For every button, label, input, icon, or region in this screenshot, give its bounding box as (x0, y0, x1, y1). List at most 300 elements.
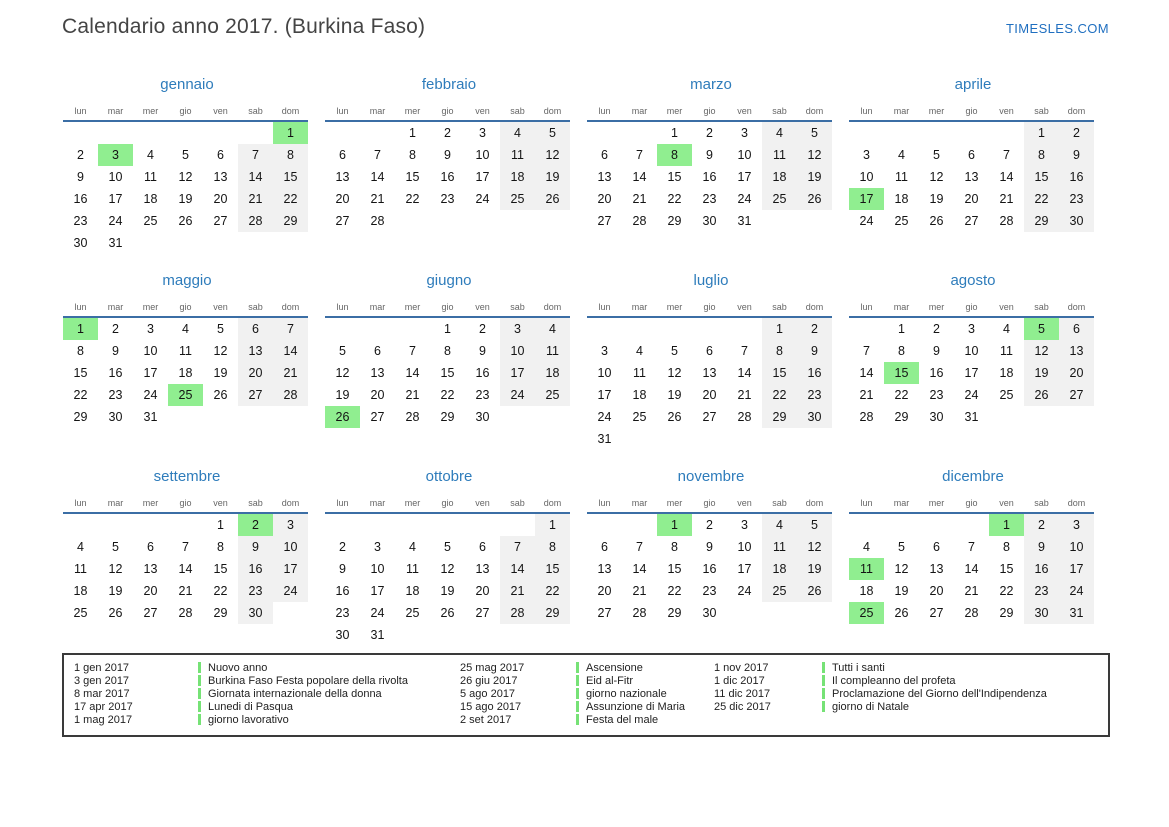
weekday-header: ven (465, 102, 500, 121)
calendar-day: 8 (217, 540, 224, 554)
weekday-header: sab (1024, 298, 1059, 317)
calendar-day: 16 (475, 366, 490, 380)
calendar-day-empty (168, 232, 203, 254)
calendar-day: 9 (112, 344, 119, 358)
weekday-header: sab (1024, 494, 1059, 513)
legend-label: Festa del male (586, 713, 659, 726)
calendar-day: 16 (929, 366, 944, 380)
legend-item (714, 661, 1094, 674)
calendar-day: 31 (143, 410, 158, 424)
weekday-header: lun (325, 298, 360, 317)
calendar-day: 13 (597, 170, 612, 184)
calendar-day: 4 (863, 540, 870, 554)
calendar-day: 5 (797, 121, 832, 144)
calendar-day-empty (535, 406, 570, 428)
calendar-day: 19 (929, 192, 944, 206)
calendar-day: 12 (178, 170, 193, 184)
calendar-day: 6 (374, 344, 381, 358)
calendar-day: 1 (217, 518, 224, 532)
calendar-day-empty (133, 513, 168, 536)
calendar-day: 24 (108, 214, 123, 228)
calendar-day: 15 (273, 166, 308, 188)
calendar-day: 23 (440, 192, 455, 206)
calendar-day: 15 (762, 362, 797, 384)
calendar-day-empty (587, 513, 622, 536)
calendar-day: 2 (797, 317, 832, 340)
calendar-day: 13 (702, 366, 717, 380)
weekday-header: ven (727, 102, 762, 121)
calendar-day: 18 (859, 584, 874, 598)
month-table (587, 298, 832, 450)
calendar-day: 7 (636, 540, 643, 554)
calendar-day-empty (797, 428, 832, 450)
calendar-day: 23 (702, 584, 717, 598)
weekday-header: lun (63, 102, 98, 121)
calendar-day: 14 (632, 170, 647, 184)
calendar-day: 9 (238, 536, 273, 558)
holiday-marker-icon (576, 688, 579, 699)
weekday-header: mar (98, 494, 133, 513)
calendar-day: 2 (77, 148, 84, 162)
weekday-header: ven (989, 494, 1024, 513)
legend-date: 8 mar 2017 (74, 687, 130, 700)
calendar-day: 4 (636, 344, 643, 358)
calendar-day: 12 (213, 344, 228, 358)
calendar-day: 10 (500, 340, 535, 362)
calendar-day: 28 (999, 214, 1014, 228)
calendar-day: 4 (77, 540, 84, 554)
calendar-day-empty (63, 513, 98, 536)
calendar-day-empty (360, 317, 395, 340)
calendar-day-empty (238, 121, 273, 144)
calendar-day: 16 (440, 170, 455, 184)
calendar-day: 20 (597, 584, 612, 598)
calendar-day: 23 (475, 388, 490, 402)
calendar-day: 11 (179, 344, 192, 358)
month-title: dicembre (942, 468, 1004, 485)
calendar-day: 24 (1059, 580, 1094, 602)
calendar-day: 24 (737, 584, 752, 598)
calendar-day: 23 (797, 384, 832, 406)
calendar-day: 19 (440, 584, 455, 598)
calendar-day: 5 (535, 121, 570, 144)
calendar-day: 10 (273, 536, 308, 558)
calendar-day-empty (63, 121, 98, 144)
weekday-header: gio (430, 494, 465, 513)
legend-label: Eid al-Fitr (586, 674, 634, 687)
calendar-day: 7 (741, 344, 748, 358)
weekday-header: mar (884, 494, 919, 513)
calendar-day: 2 (1059, 121, 1094, 144)
calendar-day: 22 (440, 388, 455, 402)
legend-item (74, 713, 460, 726)
calendar-day: 24 (964, 388, 979, 402)
calendar-day: 30 (1024, 602, 1059, 624)
holiday-marker-icon (198, 662, 201, 673)
calendar-day: 23 (702, 192, 717, 206)
weekday-header: dom (797, 494, 832, 513)
calendar-day: 30 (797, 406, 832, 428)
calendar-day: 23 (335, 606, 350, 620)
calendar-day: 17 (370, 584, 385, 598)
calendar-day: 14 (999, 170, 1014, 184)
weekday-header: gio (954, 298, 989, 317)
calendar-day-empty (657, 317, 692, 340)
calendar-day: 24 (273, 580, 308, 602)
calendar-day: 11 (1000, 344, 1013, 358)
legend-date: 17 apr 2017 (74, 700, 133, 713)
calendar-day: 22 (667, 584, 682, 598)
calendar-day: 8 (898, 344, 905, 358)
calendar-day: 23 (108, 388, 123, 402)
calendar-day: 18 (143, 192, 158, 206)
weekday-header: ven (727, 298, 762, 317)
calendar-day: 11 (406, 562, 419, 576)
calendar-day: 29 (1024, 210, 1059, 232)
calendar-day: 23 (929, 388, 944, 402)
calendar-day: 10 (475, 148, 490, 162)
calendar-day-holiday: 8 (657, 144, 692, 166)
calendar-day-empty (954, 121, 989, 144)
calendar-day: 6 (479, 540, 486, 554)
calendar-day: 24 (143, 388, 158, 402)
calendar-day: 1 (409, 126, 416, 140)
calendar-day: 14 (500, 558, 535, 580)
calendar-day: 9 (1024, 536, 1059, 558)
calendar-day-empty (465, 513, 500, 536)
calendar-day: 19 (535, 166, 570, 188)
calendar-day: 29 (73, 410, 88, 424)
calendar-day: 8 (762, 340, 797, 362)
calendar-day: 18 (632, 388, 647, 402)
calendar-day-empty (622, 121, 657, 144)
calendar-day: 2 (933, 322, 940, 336)
calendar-day: 8 (409, 148, 416, 162)
calendar-day: 3 (863, 148, 870, 162)
legend-date: 15 ago 2017 (460, 700, 522, 713)
calendar-day-empty (238, 406, 273, 428)
legend-box (62, 653, 1110, 737)
calendar-day: 4 (762, 513, 797, 536)
calendar-day: 22 (73, 388, 88, 402)
legend-columns (74, 661, 1108, 726)
weekday-header: dom (535, 102, 570, 121)
calendar-day-empty (203, 406, 238, 428)
calendar-day: 15 (1024, 166, 1059, 188)
calendar-day-empty (500, 513, 535, 536)
calendar-day: 3 (601, 344, 608, 358)
calendar-day: 13 (597, 562, 612, 576)
calendar-day: 9 (444, 148, 451, 162)
calendar-day: 28 (178, 606, 193, 620)
weekday-header: gio (430, 298, 465, 317)
calendar-day: 13 (370, 366, 385, 380)
legend-date: 25 dic 2017 (714, 700, 771, 713)
calendar-day-empty (692, 317, 727, 340)
calendar-day-holiday: 11 (849, 558, 884, 580)
calendar-day: 22 (535, 580, 570, 602)
calendar-day-empty (133, 121, 168, 144)
calendar-day: 26 (213, 388, 228, 402)
calendar-day: 18 (73, 584, 88, 598)
calendar-day: 17 (273, 558, 308, 580)
weekday-header: mer (657, 298, 692, 317)
weekday-header: lun (325, 494, 360, 513)
calendar-day: 7 (273, 317, 308, 340)
calendar-day: 17 (143, 366, 158, 380)
calendar-day: 31 (737, 214, 752, 228)
calendar-day: 7 (968, 540, 975, 554)
calendar-day: 18 (535, 362, 570, 384)
calendar-day: 28 (632, 214, 647, 228)
calendar-day: 9 (1059, 144, 1094, 166)
calendar-day: 22 (1024, 188, 1059, 210)
calendar-day: 13 (238, 340, 273, 362)
calendar-day: 19 (335, 388, 350, 402)
calendar-day: 12 (797, 536, 832, 558)
legend-date: 1 dic 2017 (714, 674, 765, 687)
month-table (325, 298, 570, 428)
calendar-day: 26 (667, 410, 682, 424)
calendar-day: 30 (335, 628, 350, 642)
month-title: luglio (693, 272, 729, 289)
weekday-header: ven (203, 298, 238, 317)
weekday-header: lun (587, 494, 622, 513)
calendar-day: 6 (217, 148, 224, 162)
calendar-day: 5 (797, 513, 832, 536)
legend-label: Nuovo anno (208, 661, 268, 674)
weekday-header: dom (273, 298, 308, 317)
calendar-day: 18 (405, 584, 420, 598)
calendar-day: 12 (797, 144, 832, 166)
weekday-header: dom (1059, 102, 1094, 121)
calendar-day: 19 (178, 192, 193, 206)
calendar-day-holiday: 2 (238, 513, 273, 536)
calendar-day: 1 (1024, 121, 1059, 144)
weekday-header: mer (395, 298, 430, 317)
calendar-day: 31 (964, 410, 979, 424)
calendar-day: 22 (999, 584, 1014, 598)
month-calendar-ottobre (324, 467, 574, 646)
calendar-day: 12 (335, 366, 350, 380)
calendar-day: 12 (108, 562, 123, 576)
calendar-day: 28 (500, 602, 535, 624)
calendar-day: 6 (339, 148, 346, 162)
calendar-day: 27 (702, 410, 717, 424)
calendar-day: 8 (671, 540, 678, 554)
site-link[interactable]: TIMESLES.COM (1005, 21, 1109, 36)
legend-label: Proclamazione del Giorno dell'Indipendenza (832, 687, 1047, 700)
calendar-day: 20 (929, 584, 944, 598)
calendar-day-empty (500, 624, 535, 646)
calendar-day-empty (273, 602, 308, 624)
weekday-header: sab (238, 494, 273, 513)
calendar-day: 14 (370, 170, 385, 184)
weekday-header: mar (622, 494, 657, 513)
weekday-header: ven (989, 298, 1024, 317)
calendar-day-holiday: 25 (168, 384, 203, 406)
calendar-day: 23 (1059, 188, 1094, 210)
calendar-day: 28 (859, 410, 874, 424)
weekday-header: mer (657, 494, 692, 513)
month-table (587, 494, 832, 624)
weekday-header: mer (133, 298, 168, 317)
calendar-day: 20 (1059, 362, 1094, 384)
calendar-day: 30 (702, 214, 717, 228)
legend-label: giorno lavorativo (208, 713, 289, 726)
weekday-header: sab (238, 102, 273, 121)
calendar-day-holiday: 5 (1024, 317, 1059, 340)
calendar-day: 28 (370, 214, 385, 228)
calendar-day: 28 (964, 606, 979, 620)
calendar-day: 8 (535, 536, 570, 558)
calendar-day: 20 (143, 584, 158, 598)
legend-item (74, 661, 460, 674)
calendar-day-empty (430, 210, 465, 232)
weekday-header: mar (884, 102, 919, 121)
weekday-header: sab (762, 102, 797, 121)
calendar-day-empty (989, 121, 1024, 144)
weekday-header: ven (203, 494, 238, 513)
weekday-header: mer (657, 102, 692, 121)
month-calendar-dicembre (848, 467, 1098, 646)
calendar-day: 9 (933, 344, 940, 358)
calendar-day-empty (692, 428, 727, 450)
calendar-day-holiday: 17 (849, 188, 884, 210)
weekday-header: mar (360, 298, 395, 317)
calendar-day-empty (622, 317, 657, 340)
calendar-day: 4 (409, 540, 416, 554)
calendar-day: 25 (143, 214, 158, 228)
weekday-header: lun (849, 494, 884, 513)
calendar-day: 31 (597, 432, 612, 446)
calendar-day: 29 (762, 406, 797, 428)
calendar-day: 6 (968, 148, 975, 162)
calendar-day-empty (587, 317, 622, 340)
calendar-day-empty (395, 513, 430, 536)
calendar-day: 30 (702, 606, 717, 620)
calendar-day: 21 (737, 388, 752, 402)
calendar-day: 17 (737, 170, 752, 184)
month-table (849, 298, 1094, 428)
calendar-day-empty (849, 317, 884, 340)
calendar-day: 18 (762, 166, 797, 188)
calendar-day-empty (360, 121, 395, 144)
weekday-header: gio (168, 298, 203, 317)
calendar-day-holiday: 1 (989, 513, 1024, 536)
calendar-day: 5 (112, 540, 119, 554)
calendar-day: 27 (597, 214, 612, 228)
calendar-day: 6 (706, 344, 713, 358)
weekday-header: ven (465, 494, 500, 513)
calendar-day: 25 (632, 410, 647, 424)
calendar-day: 17 (597, 388, 612, 402)
weekday-header: mar (98, 298, 133, 317)
calendar-day: 15 (405, 170, 420, 184)
calendar-day-empty (500, 406, 535, 428)
calendar-day: 6 (1059, 317, 1094, 340)
calendar-day: 20 (370, 388, 385, 402)
calendar-day: 3 (374, 540, 381, 554)
calendar-day: 21 (370, 192, 385, 206)
month-calendar-settembre (62, 467, 312, 646)
month-table (325, 494, 570, 646)
weekday-header: ven (465, 298, 500, 317)
calendar-day-empty (1059, 406, 1094, 428)
calendar-day-empty (98, 121, 133, 144)
legend-item (460, 687, 714, 700)
weekday-header: mer (133, 102, 168, 121)
month-title: maggio (162, 272, 212, 289)
legend-item (74, 700, 460, 713)
calendar-day: 7 (374, 148, 381, 162)
month-calendar-gennaio (62, 75, 312, 271)
calendar-day: 13 (1059, 340, 1094, 362)
weekday-header: lun (63, 494, 98, 513)
holiday-marker-icon (198, 701, 201, 712)
calendar-day: 3 (273, 513, 308, 536)
calendar-day: 16 (1059, 166, 1094, 188)
calendar-day: 25 (73, 606, 88, 620)
calendar-day: 10 (108, 170, 123, 184)
legend-date: 1 gen 2017 (74, 661, 130, 674)
calendar-day: 24 (475, 192, 490, 206)
weekday-header: sab (238, 298, 273, 317)
legend-label: Tutti i santi (832, 661, 885, 674)
weekday-header: lun (63, 298, 98, 317)
legend-item (460, 713, 714, 726)
calendar-day-empty (465, 210, 500, 232)
weekday-header: gio (430, 102, 465, 121)
month-table (63, 298, 308, 428)
calendar-day: 5 (671, 344, 678, 358)
calendar-day: 15 (535, 558, 570, 580)
legend-label: giorno di Natale (832, 700, 910, 713)
weekday-header: sab (1024, 102, 1059, 121)
calendar-day: 2 (339, 540, 346, 554)
legend-item (460, 700, 714, 713)
weekday-header: gio (692, 102, 727, 121)
calendar-day: 26 (797, 580, 832, 602)
calendar-day: 3 (500, 317, 535, 340)
holiday-marker-icon (576, 701, 579, 712)
weekday-header: mar (98, 102, 133, 121)
calendar-day-empty (657, 428, 692, 450)
calendar-day: 26 (1024, 384, 1059, 406)
calendar-day: 26 (108, 606, 123, 620)
weekday-header: mer (133, 494, 168, 513)
calendar-day-empty (273, 232, 308, 254)
calendar-day: 13 (929, 562, 944, 576)
legend-label: Lunedi di Pasqua (208, 700, 294, 713)
calendar-day: 23 (1024, 580, 1059, 602)
weekday-header: gio (168, 102, 203, 121)
calendar-day: 14 (632, 562, 647, 576)
legend-date: 11 dic 2017 (714, 687, 771, 700)
calendar-day: 12 (1024, 340, 1059, 362)
calendar-day-empty (989, 406, 1024, 428)
calendar-day-empty (884, 121, 919, 144)
weekday-header: dom (535, 298, 570, 317)
month-calendar-marzo (586, 75, 836, 271)
calendar-day: 29 (273, 210, 308, 232)
month-calendar-agosto (848, 271, 1098, 467)
calendar-day: 25 (762, 580, 797, 602)
calendar-day: 12 (929, 170, 944, 184)
calendar-day: 15 (73, 366, 88, 380)
legend-date: 26 giu 2017 (460, 674, 518, 687)
calendar-day: 29 (667, 606, 682, 620)
